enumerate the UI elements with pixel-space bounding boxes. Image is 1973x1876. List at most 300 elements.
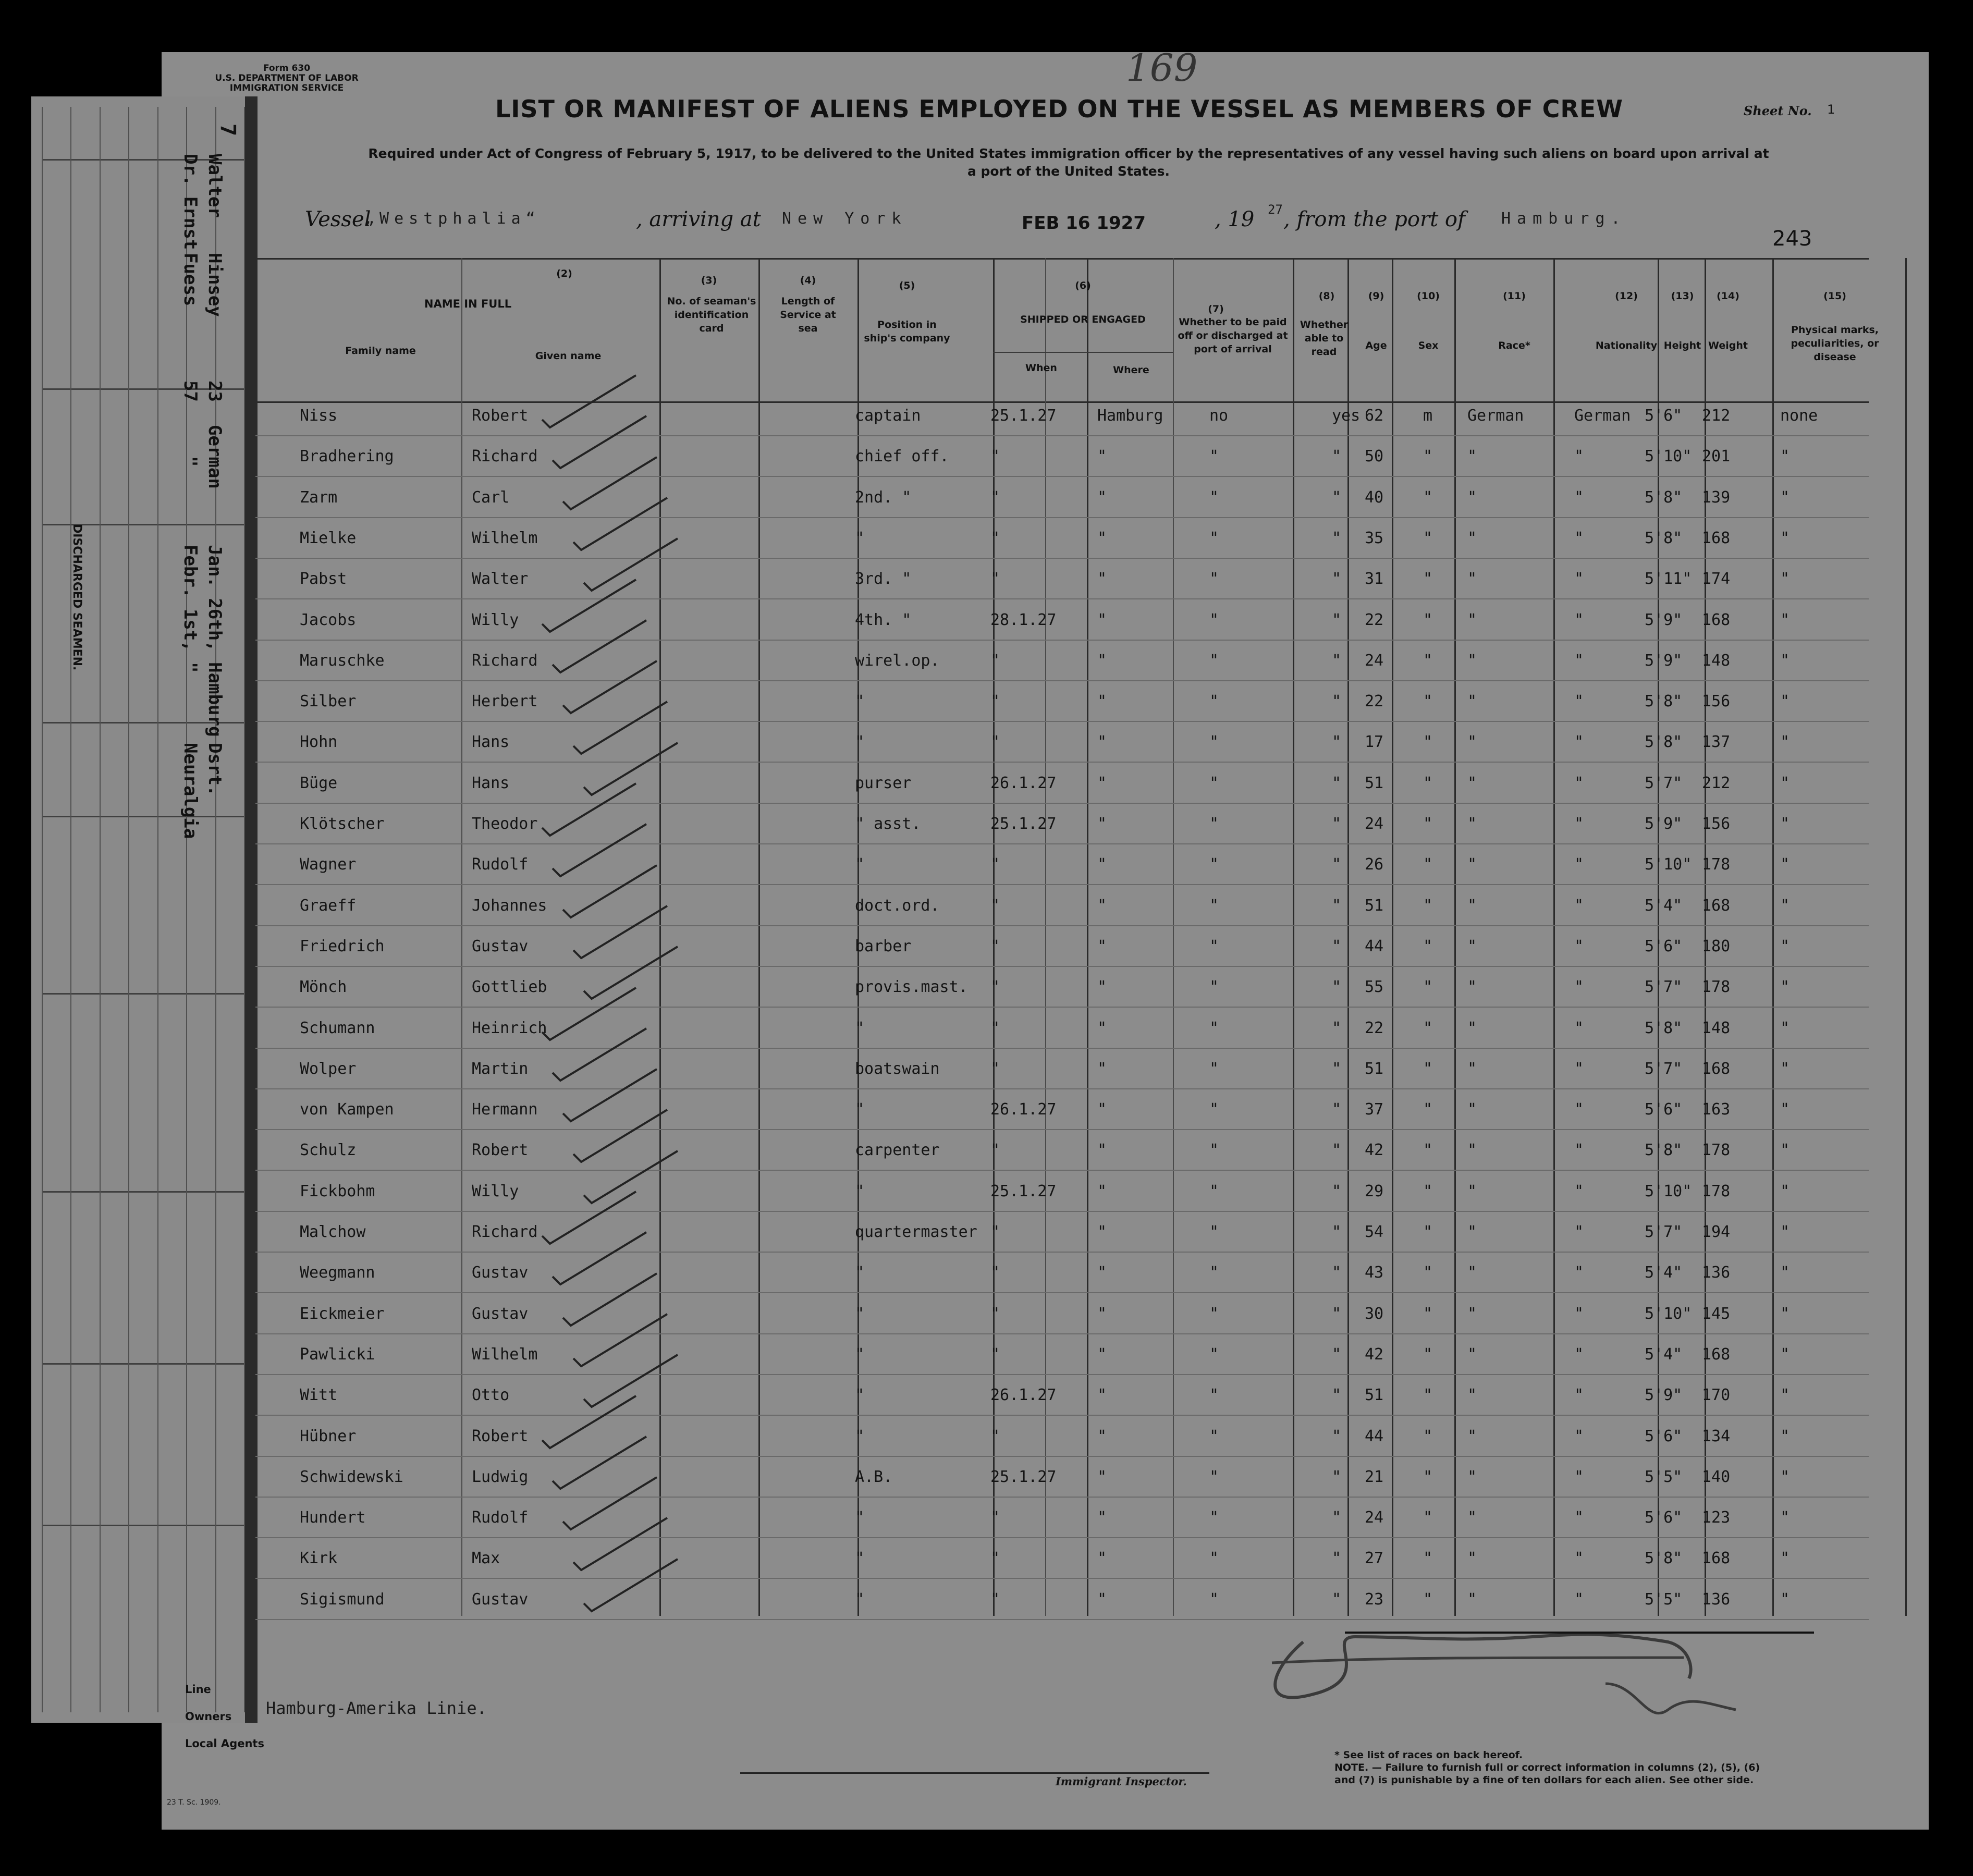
row-divider: [255, 1211, 1869, 1212]
cell-age: 24: [1365, 815, 1384, 833]
cell-when: ": [990, 652, 1000, 670]
cell-weight: 168: [1702, 529, 1731, 547]
print-code: 23 T. Sc. 1909.: [167, 1798, 221, 1807]
slip-date-1: Jan. 26th, Hamburg: [204, 545, 225, 737]
cell-position: ": [855, 1427, 865, 1445]
cell-race: ": [1467, 855, 1477, 874]
cell-paid: ": [1209, 774, 1219, 792]
cell-family: Hübner: [300, 1427, 357, 1445]
cell-race: ": [1467, 1264, 1477, 1282]
cell-read: ": [1332, 1549, 1342, 1567]
cell-paid: ": [1209, 897, 1219, 915]
cell-marks: ": [1780, 855, 1790, 874]
cell-race: ": [1467, 447, 1477, 465]
cell-nationality: ": [1574, 897, 1584, 915]
cell-read: ": [1332, 611, 1342, 629]
cell-family: Schumann: [300, 1019, 375, 1037]
cell-family: Jacobs: [300, 611, 357, 629]
cell-nationality: ": [1574, 733, 1584, 751]
cell-sex: ": [1423, 570, 1433, 588]
col3-header: No. of seaman's identification card: [667, 296, 756, 334]
cell-sex: ": [1423, 1345, 1433, 1364]
cell-where: ": [1097, 897, 1107, 915]
row-divider: [255, 680, 1869, 681]
cell-where: ": [1097, 692, 1107, 710]
cell-when: ": [990, 1509, 1000, 1527]
row-divider: [255, 1537, 1869, 1538]
cell-where: ": [1097, 1549, 1107, 1567]
cell-position: ": [855, 1182, 865, 1200]
vessel-name: „Westphalia“: [365, 210, 541, 228]
cell-age: 55: [1365, 978, 1384, 996]
cell-nationality: ": [1574, 1019, 1584, 1037]
cell-sex: ": [1423, 1141, 1433, 1159]
col14-number: (14): [1717, 290, 1739, 302]
cell-paid: ": [1209, 1100, 1219, 1119]
cell-read: ": [1332, 1100, 1342, 1119]
cell-where: ": [1097, 1509, 1107, 1527]
cell-age: 62: [1365, 407, 1384, 425]
year-value: 27: [1268, 202, 1283, 217]
cell-position: " asst.: [855, 815, 921, 833]
slip-age-2: 57: [180, 381, 201, 402]
row-divider: [255, 517, 1869, 518]
cell-weight: 168: [1702, 611, 1731, 629]
col2-family-header: Family name: [345, 345, 416, 357]
cell-position: 3rd. ": [855, 570, 912, 588]
cell-race: ": [1467, 1182, 1477, 1200]
cell-paid: ": [1209, 1468, 1219, 1486]
cell-race: ": [1467, 1060, 1477, 1078]
cell-position: A.B.: [855, 1468, 893, 1486]
cell-sex: ": [1423, 611, 1433, 629]
sheet-number-label: Sheet No.: [1744, 103, 1812, 118]
col4-number: (4): [800, 275, 816, 286]
cell-weight: 136: [1702, 1264, 1731, 1282]
cell-sex: ": [1423, 1223, 1433, 1241]
cell-read: ": [1332, 855, 1342, 874]
cell-read: ": [1332, 733, 1342, 751]
cell-sex: ": [1423, 1590, 1433, 1609]
cell-nationality: ": [1574, 692, 1584, 710]
owners-value: Hamburg-Amerika Linie.: [266, 1698, 487, 1718]
cell-paid: ": [1209, 570, 1219, 588]
cell-given: Gustav: [472, 1305, 529, 1323]
cell-position: captain: [855, 407, 921, 425]
cell-where: ": [1097, 1060, 1107, 1078]
cell-sex: ": [1423, 1549, 1433, 1567]
col15-number: (15): [1823, 290, 1846, 302]
cell-read: ": [1332, 1509, 1342, 1527]
row-divider: [255, 476, 1869, 477]
cell-height: 5'10": [1645, 855, 1692, 874]
cell-height: 5'4": [1645, 1264, 1683, 1282]
cell-height: 5'7": [1645, 1060, 1683, 1078]
cell-age: 24: [1365, 652, 1384, 670]
cell-nationality: ": [1574, 1590, 1584, 1609]
cell-nationality: ": [1574, 1100, 1584, 1119]
cell-when: ": [990, 1549, 1000, 1567]
cell-where: ": [1097, 1345, 1107, 1364]
cell-age: 35: [1365, 529, 1384, 547]
cell-marks: ": [1780, 978, 1790, 996]
col8-header: Whether able to read: [1300, 319, 1349, 358]
cell-read: ": [1332, 1264, 1342, 1282]
cell-paid: ": [1209, 447, 1219, 465]
cell-age: 42: [1365, 1345, 1384, 1364]
cell-given: Hans: [472, 774, 510, 792]
cell-marks: ": [1780, 529, 1790, 547]
row-divider: [255, 1333, 1869, 1334]
cell-nationality: ": [1574, 652, 1584, 670]
cell-read: ": [1332, 1019, 1342, 1037]
cell-marks: ": [1780, 488, 1790, 507]
col13-header: Height: [1663, 340, 1701, 351]
cell-height: 5'8": [1645, 733, 1683, 751]
cell-position: ": [855, 529, 865, 547]
cell-given: Carl: [472, 488, 510, 507]
cell-position: ": [855, 1019, 865, 1037]
cell-where: ": [1097, 1100, 1107, 1119]
slip-title: DISCHARGED SEAMEN.: [70, 524, 83, 671]
cell-where: ": [1097, 937, 1107, 955]
cell-when: ": [990, 1223, 1000, 1241]
cell-family: Silber: [300, 692, 357, 710]
cell-age: 40: [1365, 488, 1384, 507]
slip-nationality-2: ": [180, 456, 201, 467]
row-divider: [255, 558, 1869, 559]
cell-given: Theodor: [472, 815, 538, 833]
cell-marks: ": [1780, 1386, 1790, 1404]
cell-height: 5'8": [1645, 488, 1683, 507]
form-department: U.S. DEPARTMENT OF LABOR: [215, 73, 359, 83]
signature-line: [1345, 1632, 1814, 1634]
cell-family: Wolper: [300, 1060, 357, 1078]
col6-where-header: Where: [1113, 364, 1149, 376]
cell-weight: 180: [1702, 937, 1731, 955]
cell-height: 5'8": [1645, 1549, 1683, 1567]
cell-paid: ": [1209, 1345, 1219, 1364]
cell-nationality: ": [1574, 855, 1584, 874]
cell-age: 37: [1365, 1100, 1384, 1119]
cell-weight: 178: [1702, 978, 1731, 996]
col13-number: (13): [1671, 290, 1694, 302]
cell-marks: ": [1780, 1100, 1790, 1119]
cell-given: Hans: [472, 733, 510, 751]
cell-given: Richard: [472, 652, 538, 670]
cell-family: Sigismund: [300, 1590, 385, 1609]
cell-race: ": [1467, 488, 1477, 507]
cell-nationality: ": [1574, 1223, 1584, 1241]
cell-nationality: ": [1574, 1549, 1584, 1567]
cell-given: Otto: [472, 1386, 510, 1404]
cell-race: ": [1467, 1509, 1477, 1527]
cell-read: ": [1332, 1141, 1342, 1159]
cell-position: ": [855, 1100, 865, 1119]
cell-paid: ": [1209, 529, 1219, 547]
cell-given: Wilhelm: [472, 1345, 538, 1364]
cell-given: Wilhelm: [472, 529, 538, 547]
cell-height: 5'7": [1645, 774, 1683, 792]
cell-sex: ": [1423, 855, 1433, 874]
cell-when: ": [990, 1427, 1000, 1445]
cell-when: ": [990, 1590, 1000, 1609]
row-divider: [255, 1292, 1869, 1293]
cell-marks: ": [1780, 1264, 1790, 1282]
row-divider: [255, 884, 1869, 885]
cell-race: ": [1467, 1386, 1477, 1404]
cell-paid: ": [1209, 1019, 1219, 1037]
row-divider: [255, 1497, 1869, 1498]
cell-weight: 168: [1702, 897, 1731, 915]
cell-weight: 168: [1702, 1345, 1731, 1364]
cell-family: Büge: [300, 774, 338, 792]
cell-weight: 201: [1702, 447, 1731, 465]
cell-paid: ": [1209, 1060, 1219, 1078]
cell-when: ": [990, 1019, 1000, 1037]
cell-family: Klötscher: [300, 815, 385, 833]
cell-read: ": [1332, 897, 1342, 915]
cell-where: ": [1097, 1305, 1107, 1323]
cell-age: 51: [1365, 1060, 1384, 1078]
cell-marks: ": [1780, 1223, 1790, 1241]
cell-paid: ": [1209, 1386, 1219, 1404]
cell-marks: ": [1780, 611, 1790, 629]
cell-family: Niss: [300, 407, 338, 425]
cell-where: ": [1097, 611, 1107, 629]
cell-given: Gustav: [472, 1264, 529, 1282]
cell-where: ": [1097, 1264, 1107, 1282]
row-divider: [255, 1374, 1869, 1375]
cell-given: Robert: [472, 407, 529, 425]
cell-weight: 168: [1702, 1549, 1731, 1567]
from-port-label: , from the port of: [1283, 207, 1465, 231]
cell-paid: ": [1209, 1182, 1219, 1200]
cell-given: Hermann: [472, 1100, 538, 1119]
slip-family-2: Dr. Ernst: [180, 154, 201, 250]
cell-position: purser: [855, 774, 912, 792]
cell-where: ": [1097, 1386, 1107, 1404]
cell-where: Hamburg: [1097, 407, 1163, 425]
cell-where: ": [1097, 815, 1107, 833]
slip-nationality-1: German: [204, 425, 225, 489]
col11-number: (11): [1503, 290, 1526, 302]
slip-number: 7: [216, 124, 240, 137]
cell-nationality: ": [1574, 1264, 1584, 1282]
cell-family: Pabst: [300, 570, 347, 588]
race-note: * See list of races on back hereof.: [1334, 1749, 1523, 1761]
cell-nationality: ": [1574, 1141, 1584, 1159]
cell-sex: ": [1423, 733, 1433, 751]
cell-read: ": [1332, 1468, 1342, 1486]
cell-race: German: [1467, 407, 1524, 425]
col2-header: NAME IN FULL: [424, 298, 512, 310]
col14-header: Weight: [1708, 340, 1748, 351]
cell-where: ": [1097, 529, 1107, 547]
cell-marks: ": [1780, 1590, 1790, 1609]
col2-number: (2): [556, 268, 572, 279]
cell-when: ": [990, 733, 1000, 751]
cell-family: Kirk: [300, 1549, 338, 1567]
cell-race: ": [1467, 1141, 1477, 1159]
cell-read: ": [1332, 937, 1342, 955]
col6-number: (6): [1075, 280, 1091, 291]
row-divider: [255, 925, 1869, 926]
cell-age: 29: [1365, 1182, 1384, 1200]
cell-family: Mönch: [300, 978, 347, 996]
col5-number: (5): [899, 280, 915, 291]
cell-position: boatswain: [855, 1060, 940, 1078]
cell-position: ": [855, 1549, 865, 1567]
cell-age: 26: [1365, 855, 1384, 874]
cell-age: 51: [1365, 1386, 1384, 1404]
cell-given: Rudolf: [472, 1509, 529, 1527]
cell-weight: 139: [1702, 488, 1731, 507]
cell-race: ": [1467, 1468, 1477, 1486]
cell-nationality: ": [1574, 1509, 1584, 1527]
cell-read: ": [1332, 815, 1342, 833]
cell-sex: ": [1423, 1468, 1433, 1486]
row-divider: [255, 843, 1869, 844]
page-title: LIST OR MANIFEST OF ALIENS EMPLOYED ON THE VESSEL AS MEMBERS OF CREW: [495, 95, 1624, 123]
cell-position: ": [855, 1386, 865, 1404]
cell-when: 28.1.27: [990, 611, 1057, 629]
cell-read: ": [1332, 978, 1342, 996]
cell-when: 26.1.27: [990, 1386, 1057, 1404]
cell-given: Richard: [472, 1223, 538, 1241]
page-subtitle: Required under Act of Congress of February 5, 1917, to be delivered to the United States immigration officer by the representatives of any vessel having such aliens on board upon arrival at a port of the United States.: [368, 146, 1769, 179]
cell-age: 21: [1365, 1468, 1384, 1486]
cell-race: ": [1467, 611, 1477, 629]
sheet-number-value: 1: [1827, 102, 1835, 117]
cell-age: 24: [1365, 1509, 1384, 1527]
cell-where: ": [1097, 570, 1107, 588]
col2-given-header: Given name: [535, 350, 602, 362]
cell-marks: none: [1780, 407, 1818, 425]
cell-marks: ": [1780, 447, 1790, 465]
slip-given-1: Hinsey: [204, 253, 225, 317]
cell-sex: ": [1423, 1509, 1433, 1527]
cell-height: 5'7": [1645, 1223, 1683, 1241]
cell-read: ": [1332, 1590, 1342, 1609]
cell-race: ": [1467, 1305, 1477, 1323]
owners-label: Owners: [185, 1710, 232, 1723]
agents-label: Local Agents: [185, 1737, 264, 1750]
row-divider: [255, 1170, 1869, 1171]
cell-family: Hundert: [300, 1509, 366, 1527]
cell-where: ": [1097, 1223, 1107, 1241]
cell-read: ": [1332, 1305, 1342, 1323]
cell-weight: 168: [1702, 1060, 1731, 1078]
cell-family: Friedrich: [300, 937, 385, 955]
cell-race: ": [1467, 1019, 1477, 1037]
date-stamp: FEB 16 1927: [1022, 213, 1146, 234]
cell-paid: ": [1209, 815, 1219, 833]
cell-marks: ": [1780, 1182, 1790, 1200]
slip-given-2: Fuess: [180, 253, 201, 306]
col4-header: Length of Service at sea: [780, 296, 836, 334]
discharged-seamen-slip: [31, 96, 252, 1723]
cell-nationality: ": [1574, 1427, 1584, 1445]
cell-where: ": [1097, 1590, 1107, 1609]
cell-position: ": [855, 855, 865, 874]
cell-position: ": [855, 1305, 865, 1323]
cell-height: 5'6": [1645, 407, 1683, 425]
cell-race: ": [1467, 692, 1477, 710]
cell-sex: ": [1423, 978, 1433, 996]
cell-when: 26.1.27: [990, 774, 1057, 792]
cell-nationality: German: [1574, 407, 1631, 425]
cell-sex: ": [1423, 1060, 1433, 1078]
cell-family: Zarm: [300, 488, 338, 507]
cell-where: ": [1097, 488, 1107, 507]
cell-where: ": [1097, 1427, 1107, 1445]
vessel-label: Vessel: [305, 207, 371, 231]
cell-when: 25.1.27: [990, 1182, 1057, 1200]
cell-race: ": [1467, 774, 1477, 792]
cell-given: Gustav: [472, 1590, 529, 1609]
cell-read: ": [1332, 1386, 1342, 1404]
handwritten-page-number: 169: [1126, 46, 1198, 90]
footer-labels: [185, 1676, 264, 1757]
cell-age: 30: [1365, 1305, 1384, 1323]
cell-when: ": [990, 1345, 1000, 1364]
form-service: IMMIGRATION SERVICE: [229, 83, 344, 93]
cell-where: ": [1097, 774, 1107, 792]
cell-marks: ": [1780, 570, 1790, 588]
cell-paid: ": [1209, 611, 1219, 629]
arriving-port: New York: [782, 210, 908, 228]
cell-paid: ": [1209, 1141, 1219, 1159]
cell-race: ": [1467, 1427, 1477, 1445]
cell-when: ": [990, 447, 1000, 465]
cell-height: 5'8": [1645, 529, 1683, 547]
cell-when: ": [990, 937, 1000, 955]
cell-race: ": [1467, 978, 1477, 996]
cell-sex: m: [1423, 407, 1433, 425]
cell-when: ": [990, 1060, 1000, 1078]
col5-header: Position in ship's company: [864, 319, 950, 344]
cell-age: 27: [1365, 1549, 1384, 1567]
cell-read: ": [1332, 570, 1342, 588]
cell-height: 5'4": [1645, 897, 1683, 915]
cell-nationality: ": [1574, 774, 1584, 792]
cell-height: 5'6": [1645, 937, 1683, 955]
col3-number: (3): [701, 275, 717, 286]
cell-paid: ": [1209, 855, 1219, 874]
cell-position: wirel.op.: [855, 652, 940, 670]
cell-height: 5'11": [1645, 570, 1692, 588]
check-mark-icon: [573, 1554, 698, 1616]
cell-age: 54: [1365, 1223, 1384, 1241]
cell-family: Malchow: [300, 1223, 366, 1241]
cell-marks: ": [1780, 692, 1790, 710]
cell-position: ": [855, 1590, 865, 1609]
cell-weight: 212: [1702, 774, 1731, 792]
cell-weight: 156: [1702, 815, 1731, 833]
cell-read: ": [1332, 1427, 1342, 1445]
cell-given: Martin: [472, 1060, 529, 1078]
cell-height: 5'6": [1645, 1427, 1683, 1445]
cell-when: ": [990, 897, 1000, 915]
cell-sex: ": [1423, 1100, 1433, 1119]
cell-age: 31: [1365, 570, 1384, 588]
cell-marks: ": [1780, 897, 1790, 915]
cell-weight: 137: [1702, 733, 1731, 751]
cell-family: Hohn: [300, 733, 338, 751]
cell-position: carpenter: [855, 1141, 940, 1159]
cell-when: ": [990, 1305, 1000, 1323]
